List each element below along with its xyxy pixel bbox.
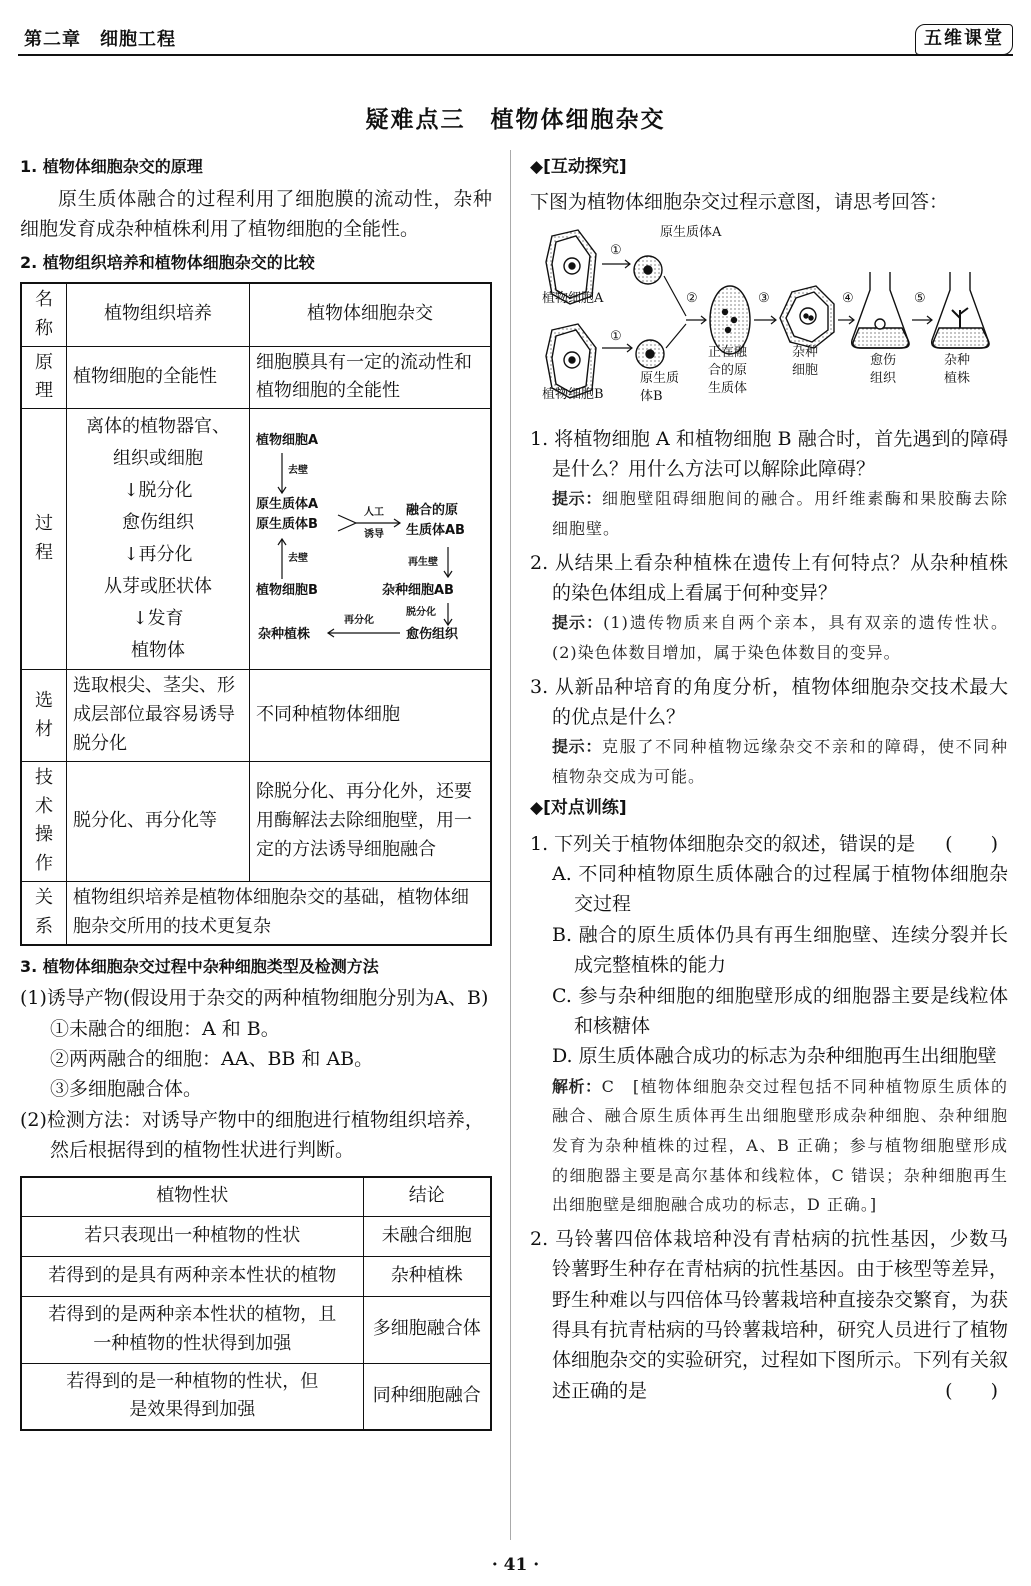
diagram-label-fusing: 正在融 (708, 344, 748, 360)
column-divider (510, 150, 511, 1540)
section-3-title: 3. 植物体细胞杂交过程中杂种细胞类型及检测方法 (20, 956, 379, 976)
option-d: D. 原生质体融合成功的标志为杂种细胞再生出细胞壁 (552, 1045, 997, 1068)
section-3-line: ①未融合的细胞：A 和 B。 (50, 1017, 280, 1040)
hint-3 (530, 732, 1008, 791)
section-3-line: (1)诱导产物(假设用于杂交的两种植物细胞分别为A、B) (20, 987, 489, 1010)
hybrid-process-diagram (530, 224, 1000, 420)
table-cell: 植物组织培养是植物体细胞杂交的基础，植物体细胞杂交所用的技术更复杂 (66, 881, 491, 944)
section-3-line: (2)检测方法：对诱导产物中的细胞进行植物组织培养，然后根据得到的植物性状进行判断。 (20, 1108, 484, 1162)
table-row (21, 1217, 491, 1257)
question-2: 2. 从结果上看杂种植株在遗传上有何特点？从杂种植株的染色体组成上看属于何种变异？ (530, 551, 1008, 604)
hybrid-flowchart (256, 427, 484, 651)
hint-label: 提示： (552, 737, 603, 757)
section-1-text: 原生质体融合的过程利用了细胞膜的流动性，杂种细胞发育成杂种植株利用了植物细胞的全能性。 (20, 187, 492, 240)
table-cell: 脱分化、再分化等 (66, 761, 249, 881)
table-cell: 不同种植物体细胞 (250, 670, 492, 761)
explore-title: ◆[互动探究] (530, 157, 627, 177)
flow-label-remove: 去壁 (288, 465, 308, 477)
table-header-row (21, 283, 491, 346)
flow-cell-b: 植物细胞B (256, 583, 318, 599)
table-cell: 除脱分化、再分化外，还要用酶解法去除细胞壁，用一定的方法诱导细胞融合 (250, 761, 492, 881)
chapter-title: 第二章 细胞工程 (24, 29, 176, 50)
right-column (530, 152, 1008, 1406)
analysis-label: 解析： (552, 1076, 602, 1096)
table-row (21, 670, 491, 761)
diagram-step-1b: ① (610, 328, 622, 344)
diagram-label-fusing-3: 生质体 (708, 380, 748, 396)
row-label: 原理 (21, 346, 66, 409)
exercise-1 (530, 829, 1008, 859)
row-label: 选材 (21, 670, 66, 761)
section-3-line: ③多细胞融合体。 (50, 1078, 203, 1101)
diagram-label-proto-b-2: 体B (640, 388, 663, 404)
hint-label: 提示： (552, 489, 603, 509)
table-row (21, 346, 491, 409)
flow-label-artificial: 人工 (364, 507, 384, 519)
diagram-label-proto-a: 原生质体A (660, 224, 722, 240)
process-arrow: ↓发育 (132, 608, 184, 630)
exercise-text: 2. 马铃薯四倍体栽培种没有青枯病的抗性基因，少数马铃薯野生种存在青枯病的抗性基因。由于核型等差异，野生种难以与四倍体马铃薯栽培种直接杂交繁育，为获得具有抗青枯病的马铃薯栽培种，研究人员进行了植物体细胞杂交的实验研究，过程如下图所示。下列有关叙述正确的是 (530, 1227, 1009, 1402)
table-row (21, 1363, 491, 1430)
hint-text: 细胞壁阻碍细胞间的融合。用纤维素酶和果胶酶去除细胞壁。 (552, 489, 1008, 538)
hint-1 (530, 484, 1008, 543)
hint-2 (530, 608, 1008, 667)
diagram-label-fusing-2: 合的原 (708, 362, 748, 378)
option-b: B. 融合的原生质体仍具有再生细胞壁、连续分裂并长成完整植株的能力 (552, 923, 1008, 977)
table-row (21, 1297, 491, 1364)
process-step: 组织或细胞 (112, 448, 203, 470)
table-cell: 未融合细胞 (363, 1217, 491, 1257)
table-header: 结论 (363, 1177, 491, 1217)
diagram-step-1: ① (610, 242, 622, 258)
table-header: 植物性状 (21, 1177, 363, 1217)
row-label: 技术操作 (21, 761, 66, 881)
diagram-label-cell-b: 植物细胞B (542, 386, 604, 402)
table-cell: 选取根尖、茎尖、形成层部位最容易诱导脱分化 (66, 670, 249, 761)
hybrid-process-cell (250, 409, 492, 670)
table-row (21, 761, 491, 881)
analysis-text: C [植物体细胞杂交过程包括不同种植物原生质体的融合、融合原生质体再生出细胞壁形成杂种细胞、杂种细胞发育为杂种植株的过程，A、B 正确；参与植物细胞壁形成的细胞器主要是高尔基体和线粒体，C 错误；杂种细胞再生出细胞壁是细胞融合成功的标志，D 正确。] (552, 1076, 1008, 1215)
process-step: 从芽或胚状体 (103, 576, 212, 598)
exercise-2 (530, 1224, 1008, 1406)
table-row (21, 1257, 491, 1297)
flow-label-dediff: 脱分化 (406, 607, 436, 619)
training-title: ◆[对点训练] (530, 798, 627, 819)
diagram-label-hybrid-cell: 杂种 (792, 344, 819, 360)
flow-proto-b: 原生质体B (256, 517, 318, 533)
section-3-line: ②两两融合的细胞：AA、BB 和 AB。 (50, 1047, 374, 1070)
table-header: 植物组织培养 (66, 283, 249, 346)
page-title: 疑难点三 植物体细胞杂交 (365, 107, 666, 133)
flow-fused: 融合的原 (406, 503, 459, 519)
table-cell: 杂种植株 (363, 1257, 491, 1297)
process-arrow: ↓脱分化 (123, 480, 193, 502)
table-header-row (21, 1177, 491, 1217)
flow-proto-a: 原生质体A (256, 497, 319, 513)
flow-callus: 愈伤组织 (406, 627, 459, 643)
diagram-label-callus: 愈伤 (870, 352, 897, 368)
answer-blank: ( ) (945, 832, 998, 855)
exercise-text: 1. 下列关于植物体细胞杂交的叙述，错误的是 (530, 832, 916, 855)
diagram-label-proto-b: 原生质 (640, 370, 680, 386)
table-cell: 若得到的是具有两种亲本性状的植物 (21, 1257, 363, 1297)
process-arrow: ↓再分化 (123, 544, 193, 566)
option-c: C. 参与杂种细胞的细胞壁形成的细胞器主要是线粒体和核糖体 (552, 984, 1008, 1038)
question-3: 3. 从新品种培育的角度分析，植物体细胞杂交技术最大的优点是什么？ (530, 675, 1008, 728)
table-row (21, 409, 491, 670)
table-row (21, 881, 491, 944)
flow-hybrid-plant: 杂种植株 (258, 627, 311, 643)
flow-fused-2: 生质体AB (406, 523, 465, 539)
diagram-label-plant: 杂种 (944, 352, 971, 368)
table-cell: 植物细胞的全能性 (66, 346, 249, 409)
hint-text: 克服了不同种植物远缘杂交不亲和的障碍，使不同种植物杂交成为可能。 (552, 737, 1008, 786)
table-cell: 若只表现出一种植物的性状 (21, 1217, 363, 1257)
table-cell: 同种细胞融合 (363, 1363, 491, 1430)
flow-label-rediff: 再分化 (344, 615, 374, 627)
diagram-label-cell-a: 植物细胞A (542, 290, 604, 306)
table-header: 名称 (21, 283, 66, 346)
diagram-step-4: ④ (842, 290, 854, 306)
question-1: 1. 将植物细胞 A 和植物细胞 B 融合时，首先遇到的障碍是什么？用什么方法可以解除此障碍？ (530, 427, 1008, 480)
flow-label-regen: 再生壁 (408, 557, 438, 569)
diagram-label-plant-2: 植株 (944, 370, 971, 386)
diagram-step-3: ③ (758, 290, 770, 306)
section-2-title: 2. 植物组织培养和植物体细胞杂交的比较 (20, 253, 315, 273)
diagram-step-5: ⑤ (914, 290, 926, 306)
process-step: 离体的植物器官、 (85, 416, 230, 438)
flow-label-induce: 诱导 (364, 529, 384, 541)
section-1-title: 1. 植物体细胞杂交的原理 (20, 157, 203, 176)
hint-label: 提示： (552, 613, 604, 633)
option-a: A. 不同种植物原生质体融合的过程属于植物体细胞杂交过程 (552, 863, 1008, 916)
result-table (20, 1176, 492, 1432)
analysis (530, 1072, 1008, 1220)
flow-label-remove: 去壁 (288, 553, 308, 565)
explore-intro: 下图为植物体细胞杂交过程示意图，请思考回答： (530, 191, 949, 214)
diagram-step-2: ② (686, 290, 698, 306)
tissue-process-cell (66, 409, 249, 670)
table-cell: 若得到的是一种植物的性状，但是效果得到加强 (21, 1363, 363, 1430)
diagram-label-hybrid-cell-2: 细胞 (792, 362, 819, 378)
process-step: 植物体 (130, 640, 185, 662)
flow-hybrid-cell: 杂种细胞AB (382, 583, 454, 599)
table-cell: 多细胞融合体 (363, 1297, 491, 1364)
brand-logo: 五维课堂 (915, 24, 1013, 55)
page-number: · 41 · (491, 1555, 540, 1575)
table-header: 植物体细胞杂交 (250, 283, 492, 346)
hint-text: (1)遗传物质来自两个亲本，具有双亲的遗传性状。(2)染色体数目增加，属于染色体数目的变异。 (552, 613, 1008, 662)
row-label: 关系 (21, 881, 66, 944)
row-label: 过程 (21, 409, 66, 670)
page-header (18, 26, 1013, 56)
table-cell: 若得到的是两种亲本性状的植物，且一种植物的性状得到加强 (21, 1297, 363, 1364)
process-step: 愈伤组织 (121, 512, 194, 534)
table-cell: 细胞膜具有一定的流动性和植物细胞的全能性 (250, 346, 492, 409)
answer-blank: ( ) (945, 1379, 998, 1402)
flow-cell-a: 植物细胞A (256, 433, 319, 449)
diagram-label-callus-2: 组织 (870, 370, 897, 386)
comparison-table (20, 282, 492, 946)
left-column (20, 152, 492, 1431)
